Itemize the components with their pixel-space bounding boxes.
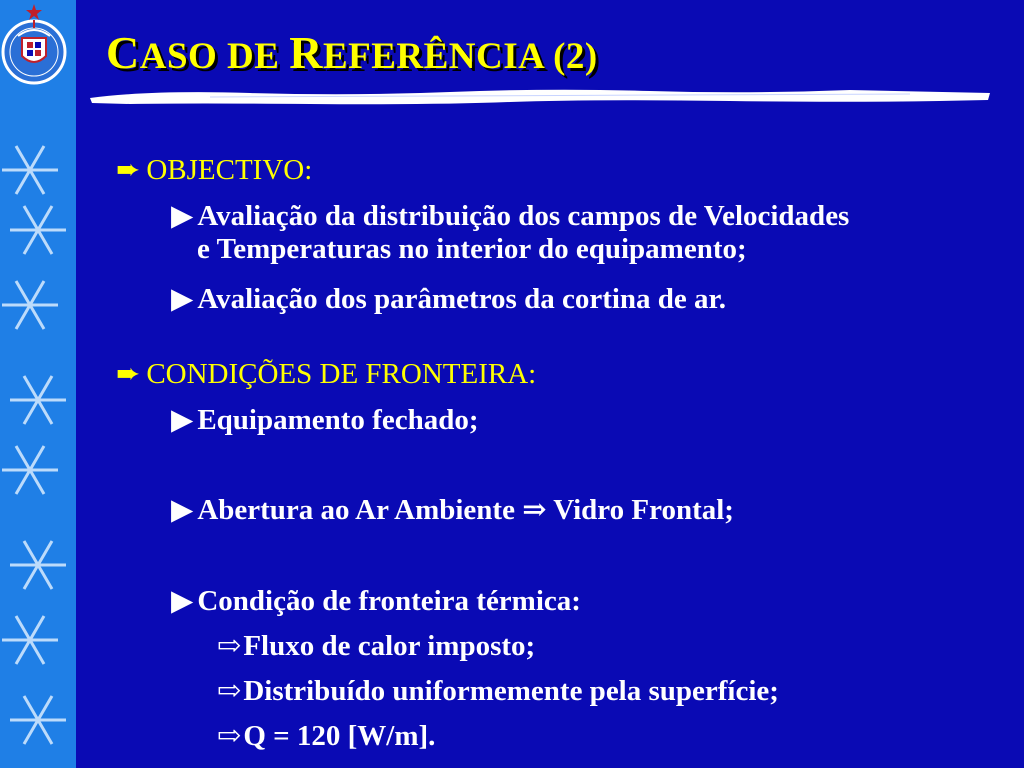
section-heading-condicoes [116,356,536,391]
right-arrow-icon: ➨ [116,358,141,390]
sub-list-item-text: Fluxo de calor imposto; [243,630,536,662]
title-eferencia: EFERÊNCIA (2) [322,36,598,77]
heading-text: OBJECTIVO: [146,154,313,186]
outline-arrow-icon: ⇨ [217,630,242,662]
list-item [171,583,581,618]
heading-text: CONDIÇÕES DE FRONTEIRA: [146,358,537,390]
right-arrow-icon: ➨ [116,154,141,186]
title-initial-c: C [106,27,140,78]
section-heading-objectivo [116,152,312,187]
list-item-text: Avaliação da distribuição dos campos de Velocidades [197,200,850,232]
list-item-text: Condição de fronteira térmica: [197,585,581,617]
sub-list-item [217,718,435,753]
sub-list-item-text: Q = 120 [W/m]. [243,720,436,752]
sub-list-item [217,628,535,663]
sub-list-item-text: Distribuído uniformemente pela superfície; [243,675,779,707]
list-item-text: Avaliação dos parâmetros da cortina de ar. [197,283,726,315]
coat-of-arms-logo [0,0,68,90]
sub-list-item [217,673,779,708]
triangle-bullet-icon: ▶ [171,283,194,315]
list-item-text: e Temperaturas no interior do equipamento; [197,233,747,265]
triangle-bullet-icon: ▶ [171,200,194,232]
list-item-continuation [197,233,747,266]
outline-arrow-icon: ⇨ [217,675,242,707]
title-initial-r: R [289,27,323,78]
snowflake-pattern [0,0,76,768]
title-underline [90,84,992,108]
list-item-text: Abertura ao Ar Ambiente [197,494,515,526]
list-item-text: Equipamento fechado; [197,404,479,436]
triangle-bullet-icon: ▶ [171,404,194,436]
implies-arrow-icon: ⇒ [522,494,547,526]
page-title [106,26,598,79]
list-item [171,492,734,527]
outline-arrow-icon: ⇨ [217,720,242,752]
list-item [171,281,726,316]
triangle-bullet-icon: ▶ [171,494,194,526]
decorative-sidebar [0,0,76,768]
list-item-text: Vidro Frontal; [553,494,734,526]
triangle-bullet-icon: ▶ [171,585,194,617]
title-caso-de: ASO DE [139,36,290,77]
list-item [171,402,478,437]
list-item [171,198,849,233]
